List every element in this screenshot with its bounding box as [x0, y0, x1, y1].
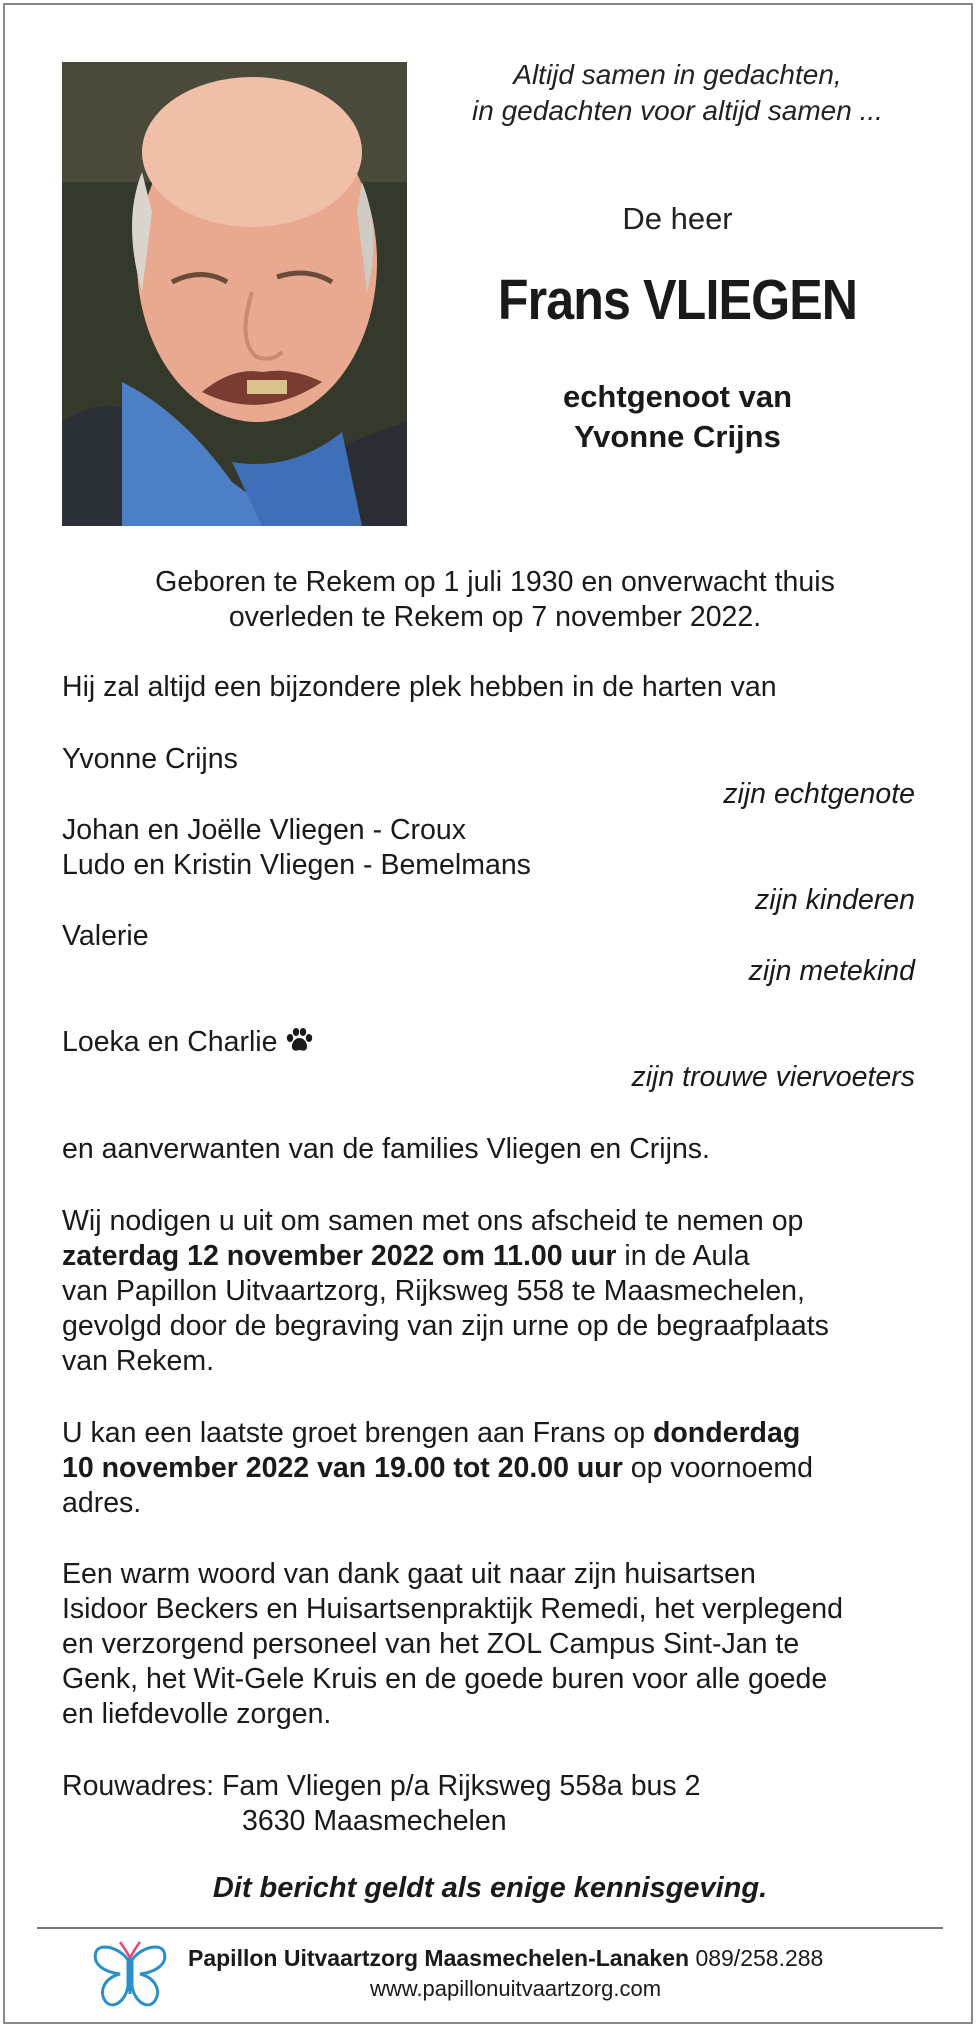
godchild-role: zijn metekind — [748, 955, 915, 987]
closing-notice: Dit bericht geldt als enige kennisgeving. — [212, 1872, 768, 1904]
thanks-line-5: en liefdevolle zorgen. — [62, 1698, 332, 1730]
visit-line-2-rest: op voornoemd — [622, 1452, 813, 1484]
thanks-text — [62, 1557, 928, 1732]
children-role: zijn kinderen — [754, 884, 915, 916]
thanks-line-2: Isidoor Beckers en Huisartsenpraktijk Remedi, het verplegend — [62, 1593, 843, 1625]
paw-icon — [285, 1027, 313, 1053]
born-line-1: Geboren te Rekem op 1 juli 1930 en onverwacht thuis — [155, 566, 835, 598]
address-line-2: 3630 Maasmechelen — [242, 1805, 507, 1837]
footer-website: www.papillonuitvaartzorg.com — [370, 1976, 662, 2001]
pets-role: zijn trouwe viervoeters — [631, 1061, 915, 1093]
visit-line-1 — [62, 1416, 928, 1451]
invite-line-1: Wij nodigen u uit om samen met ons afscheid te nemen op — [62, 1205, 804, 1237]
spouse-relation: echtgenoot van — [562, 379, 793, 414]
portrait-photo — [62, 62, 407, 526]
visit-date-time: 10 november 2022 van 19.00 tot 20.00 uur — [62, 1452, 623, 1484]
ceremony-date: zaterdag 12 november 2022 om 11.00 uur — [62, 1240, 617, 1272]
thanks-line-4: Genk, het Wit-Gele Kruis en de goede buren voor alle goede — [62, 1663, 828, 1695]
godchild-name: Valerie — [62, 920, 149, 952]
intro-text: Hij zal altijd een bijzondere plek hebben in de harten van — [62, 671, 777, 703]
address-line-1: Rouwadres: Fam Vliegen p/a Rijksweg 558a bus 2 — [62, 1770, 701, 1802]
relatives-text: en aanverwanten van de families Vliegen en Crijns. — [62, 1133, 710, 1165]
pets-line — [62, 1025, 928, 1060]
footer-divider — [37, 1927, 943, 1929]
birth-death-text — [62, 565, 928, 635]
wife-name: Yvonne Crijns — [62, 743, 238, 775]
thanks-line-3: en verzorgend personeel van het ZOL Campus Sint-Jan te — [62, 1628, 800, 1660]
obituary-card — [3, 3, 973, 2024]
invite-line-2 — [62, 1239, 928, 1274]
visit-line-2 — [62, 1451, 928, 1486]
deceased-name: Frans VLIEGEN — [497, 268, 858, 332]
footer-company-line — [188, 1945, 823, 1972]
footer-phone: 089/258.288 — [695, 1945, 824, 1971]
visit-day: donderdag — [652, 1417, 801, 1449]
invite-line-5: van Rekem. — [62, 1345, 215, 1377]
visit-line-3: adres. — [62, 1487, 142, 1519]
spouse-block — [425, 377, 930, 457]
child-1: Johan en Joëlle Vliegen - Croux — [62, 814, 466, 846]
footer-company: Papillon Uitvaartzorg Maasmechelen-Lanaken — [188, 1945, 690, 1971]
visit-line-1-start: U kan een laatste groet brengen aan Frans op — [62, 1417, 653, 1449]
motto-line-1: Altijd samen in gedachten, — [513, 59, 842, 90]
thanks-line-1: Een warm woord van dank gaat uit naar zijn huisartsen — [62, 1558, 756, 1590]
salutation: De heer — [622, 201, 733, 236]
spouse-name: Yvonne Crijns — [574, 419, 781, 454]
motto-line-2: in gedachten voor altijd samen ... — [472, 95, 883, 126]
motto — [425, 57, 930, 129]
pets-names: Loeka en Charlie — [62, 1026, 278, 1058]
born-line-2: overleden te Rekem op 7 november 2022. — [228, 601, 762, 633]
visitation-text — [62, 1416, 928, 1521]
butterfly-logo-icon — [90, 1938, 170, 2013]
invitation-text — [62, 1204, 928, 1379]
child-2: Ludo en Kristin Vliegen - Bemelmans — [62, 849, 531, 881]
invite-line-4: gevolgd door de begraving van zijn urne op de begraafplaats — [62, 1310, 829, 1342]
invite-line-3: van Papillon Uitvaartzorg, Rijksweg 558 te Maasmechelen, — [62, 1275, 805, 1307]
wife-role: zijn echtgenote — [723, 778, 915, 810]
invite-line-2-rest: in de Aula — [616, 1240, 750, 1272]
mourning-address — [62, 1769, 928, 1839]
